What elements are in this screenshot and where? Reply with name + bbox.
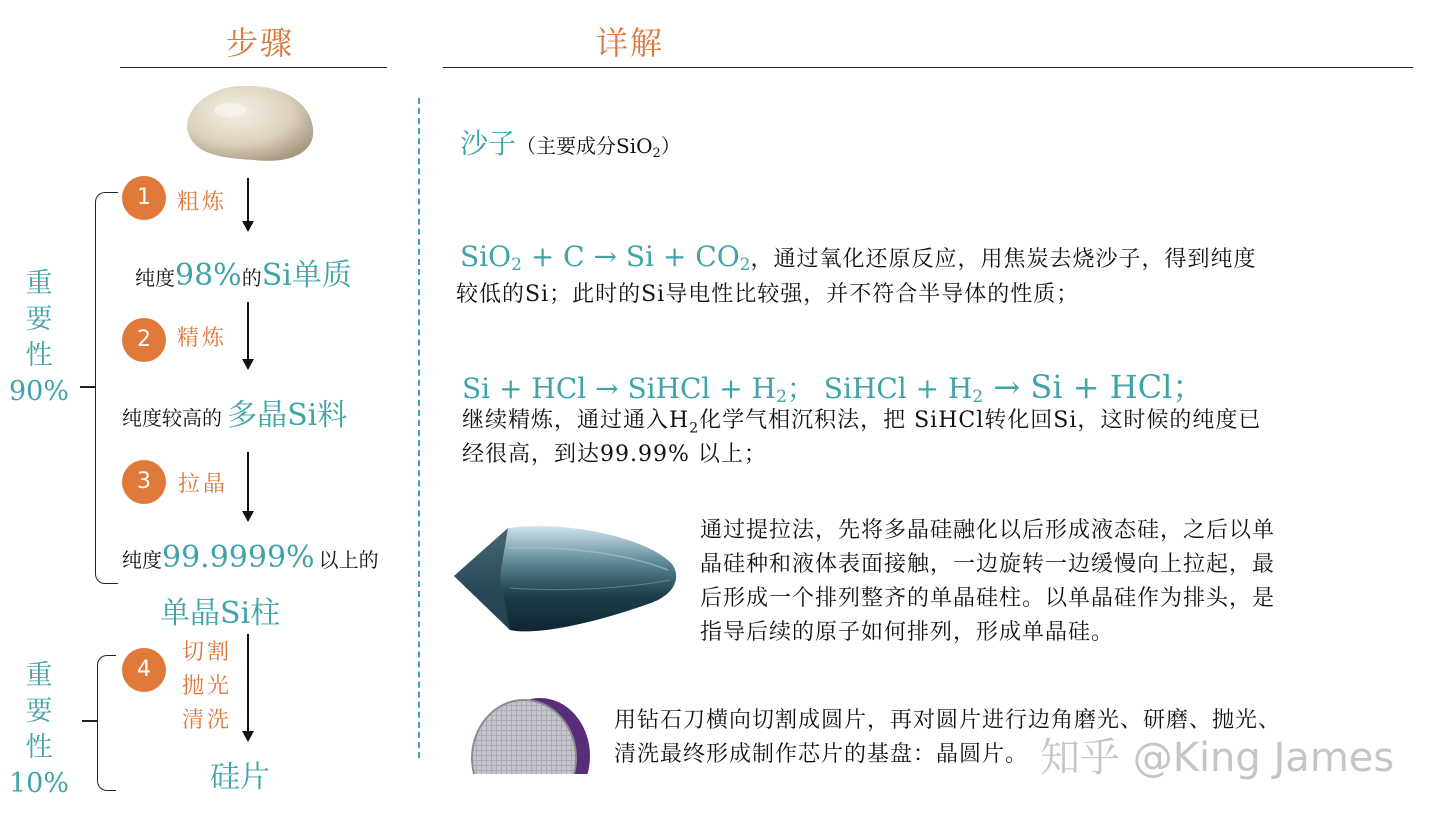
step-3-name: 拉晶 [178,472,229,497]
reaction-1-desc: 较低的Si；此时的Si导电性比较强，并不符合半导体的性质； [456,282,1080,307]
importance-label-10: 重 要 性 10% [8,660,69,799]
product-4: 硅片 [210,760,270,795]
product-3: 纯度99.9999% 以上的 [122,540,379,575]
group-1-brace [95,192,118,584]
reaction-1-line: $SiO_2 + C \to Si + CO_2$，通过氧化还原反应，用焦炭去烧沙子，得到纯度 [460,240,1257,276]
details-header: 详解 [596,24,665,62]
step-2-badge: 2 [122,318,166,362]
step-2-name: 精炼 [177,326,228,351]
reaction-2-desc-2: 经很高，到达99.99% 以上； [462,442,767,467]
group-2-brace-tip [82,720,97,722]
step-3-arrow [247,452,249,520]
ingot-desc: 通过提拉法，先将多晶硅融化以后形成液态硅，之后以单 晶硅种和液体表面接触，一边旋转一边缓慢向上拉起，最 后形成一个排列整齐的单晶硅柱。以单晶硅作为排头，是 指导后续的原子如何排列，形成单晶硅。 [700,518,1276,645]
product-2: 纯度较高的 多晶Si料 [122,398,348,433]
details-header-rule [443,67,1413,68]
column-divider [418,98,420,758]
step-3-badge: 3 [122,460,166,504]
group-1-brace-tip [80,386,95,388]
wafer-desc: 用钻石刀横向切割成圆片，再对圆片进行边角磨光、研磨、抛光、 清洗最终形成制作芯片的基盘：晶圆片。 [614,708,1282,767]
sand-stone-image [180,80,316,164]
reaction-2-equation: Si + HCl → SiHCl + $H_2$； SiHCl + $H_2 \to Si$ + HCl； [462,368,1205,408]
step-4-badge: 4 [122,648,166,692]
product-1: 纯度98%的Si单质 [135,258,352,293]
wafer-image [462,686,590,776]
importance-label-90: 重 要 性 90% [8,268,69,407]
step-1-name: 粗炼 [177,190,228,215]
steps-header: 步骤 [226,24,295,62]
step-1-arrow [247,178,249,230]
group-2-brace [97,655,116,791]
product-3-item: 单晶Si柱 [160,596,281,631]
step-4-name: 切割 抛光 清洗 [182,640,233,733]
sand-detail: 沙子（主要成分SiO$_2$） [460,127,681,162]
steps-header-rule [120,67,387,68]
step-1-badge: 1 [122,176,166,220]
silicon-ingot-image [448,518,680,636]
reaction-2-desc-1: 继续精炼，通过通入$H_2$化学气相沉积法，把 SiHCl转化回Si，这时候的纯度已 [462,408,1262,437]
step-4-arrow [247,634,249,740]
step-2-arrow [247,302,249,368]
watermark: 知乎 @King James [1040,735,1395,781]
